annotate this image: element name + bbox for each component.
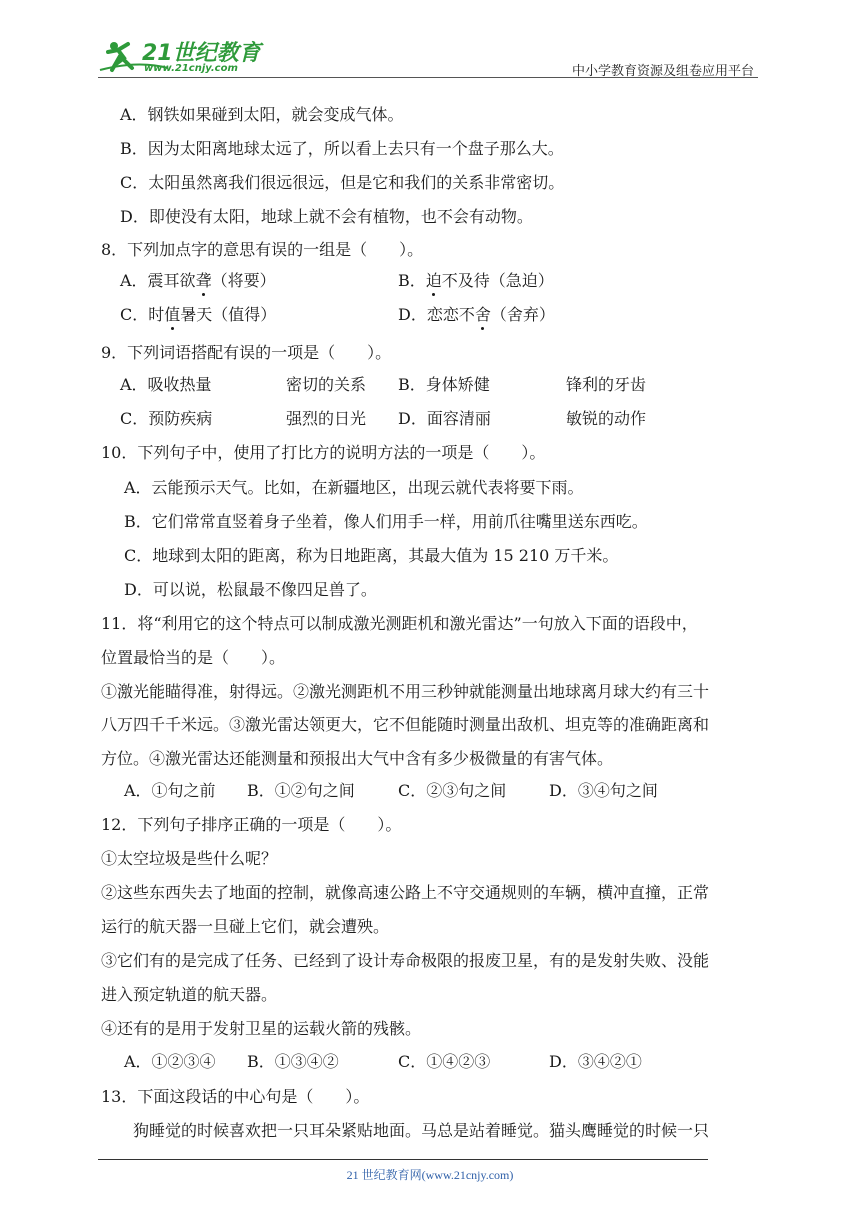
q7-option-d: D．即使没有太阳，地球上就不会有植物，也不会有动物。: [120, 207, 533, 226]
q10-option-a: A．云能预示天气。比如，在新疆地区，出现云就代表将要下雨。: [124, 478, 584, 497]
footer-text: 21 世纪教育网(www.21cnjy.com): [346, 1168, 514, 1182]
q12-sentence: ④还有的是用于发射卫星的运载火箭的残骸。: [101, 1019, 422, 1038]
q8-option-c: C．时值暑天（值得）: [120, 305, 277, 324]
q8-option-d: D．恋恋不舍（舍弃）: [398, 305, 555, 324]
q9-cell: 密切的关系: [286, 375, 367, 394]
q12-sentence: ③它们有的是完成了任务、已经到了设计寿命极限的报废卫星，有的是发射失败、没能: [101, 951, 710, 970]
q7-option-b: B．因为太阳离地球太远了，所以看上去只有一个盘子那么大。: [120, 139, 564, 158]
q11-option: B．①②句之间: [247, 781, 355, 800]
logo-main-text: 21世纪教育: [142, 41, 261, 66]
emphasis-char: 迫: [425, 271, 442, 290]
emphasis-char: 聋: [195, 271, 212, 290]
q9-cell: D．面容清丽: [398, 409, 491, 428]
q10-option-b: B．它们常常直竖着身子坐着，像人们用手一样，用前爪往嘴里送东西吃。: [124, 512, 648, 531]
q11-passage: ①激光能瞄得准，射得远。②激光测距机不用三秒钟就能测量出地球离月球大约有三十: [101, 682, 710, 701]
q9-cell: 敏锐的动作: [566, 409, 647, 428]
q10-option-c: C．地球到太阳的距离，称为日地距离，其最大值为 15 210 万千米。: [124, 546, 619, 565]
q10-option-d: D．可以说，松鼠最不像四足兽了。: [124, 580, 377, 599]
q12-sentence: 进入预定轨道的航天器。: [101, 985, 278, 1004]
q12-sentence: 运行的航天器一旦碰上它们，就会遭殃。: [101, 917, 390, 936]
q13-stem: 13．下面这段话的中心句是（ ）。: [101, 1087, 370, 1106]
q11-option: C．②③句之间: [398, 781, 507, 800]
q11-option: D．③④句之间: [549, 781, 658, 800]
q12-option: B．①③④②: [247, 1052, 339, 1071]
q13-passage: 狗睡觉的时候喜欢把一只耳朵紧贴地面。马总是站着睡觉。猫头鹰睡觉的时候一只: [133, 1121, 710, 1140]
q11-stem-cont: 位置最恰当的是（ ）。: [101, 648, 286, 667]
q11-passage: 方位。④激光雷达还能测量和预报出大气中含有多少极微量的有害气体。: [101, 749, 614, 768]
q8-stem: 8．下列加点字的意思有误的一组是（ ）。: [101, 240, 424, 259]
q12-stem: 12．下列句子排序正确的一项是（ ）。: [101, 815, 402, 834]
q8-option-b: B．迫不及待（急迫）: [398, 271, 554, 290]
header-divider: [98, 77, 758, 78]
q11-stem: 11．将“利用它的这个特点可以制成激光测距机和激光雷达”一句放入下面的语段中，: [101, 614, 698, 633]
q9-cell: A．吸收热量: [120, 375, 212, 394]
q9-cell: B．身体矫健: [398, 375, 490, 394]
q12-option: A．①②③④: [124, 1052, 216, 1071]
q12-sentence: ②这些东西失去了地面的控制，就像高速公路上不守交通规则的车辆，横冲直撞，正常: [101, 883, 710, 902]
q11-option: A．①句之前: [124, 781, 216, 800]
q9-cell: 强烈的日光: [286, 409, 367, 428]
emphasis-char: 值: [164, 305, 181, 324]
footer-divider: [98, 1159, 708, 1160]
q9-cell: 锋利的牙齿: [566, 375, 647, 394]
q12-option: C．①④②③: [398, 1052, 491, 1071]
logo-url-text: www.21cnjy.com: [144, 63, 238, 74]
q9-stem: 9．下列词语搭配有误的一项是（ ）。: [101, 343, 392, 362]
q7-option-a: A．钢铁如果碰到太阳，就会变成气体。: [120, 105, 404, 124]
q11-passage: 八万四千千米远。③激光雷达领更大，它不但能随时测量出敌机、坦克等的准确距离和: [101, 715, 710, 734]
platform-name: 中小学教育资源及组卷应用平台: [571, 64, 754, 79]
emphasis-char: 舍: [474, 305, 491, 324]
q8-option-a: A．震耳欲聋（将要）: [120, 271, 276, 290]
q12-sentence: ①太空垃圾是些什么呢？: [101, 849, 278, 868]
page-header: [98, 30, 758, 78]
q12-option: D．③④②①: [549, 1052, 642, 1071]
q9-cell: C．预防疾病: [120, 409, 213, 428]
q10-stem: 10．下列句子中，使用了打比方的说明方法的一项是（ ）。: [101, 443, 546, 462]
q7-option-c: C．太阳虽然离我们很远很远，但是它和我们的关系非常密切。: [120, 173, 565, 192]
